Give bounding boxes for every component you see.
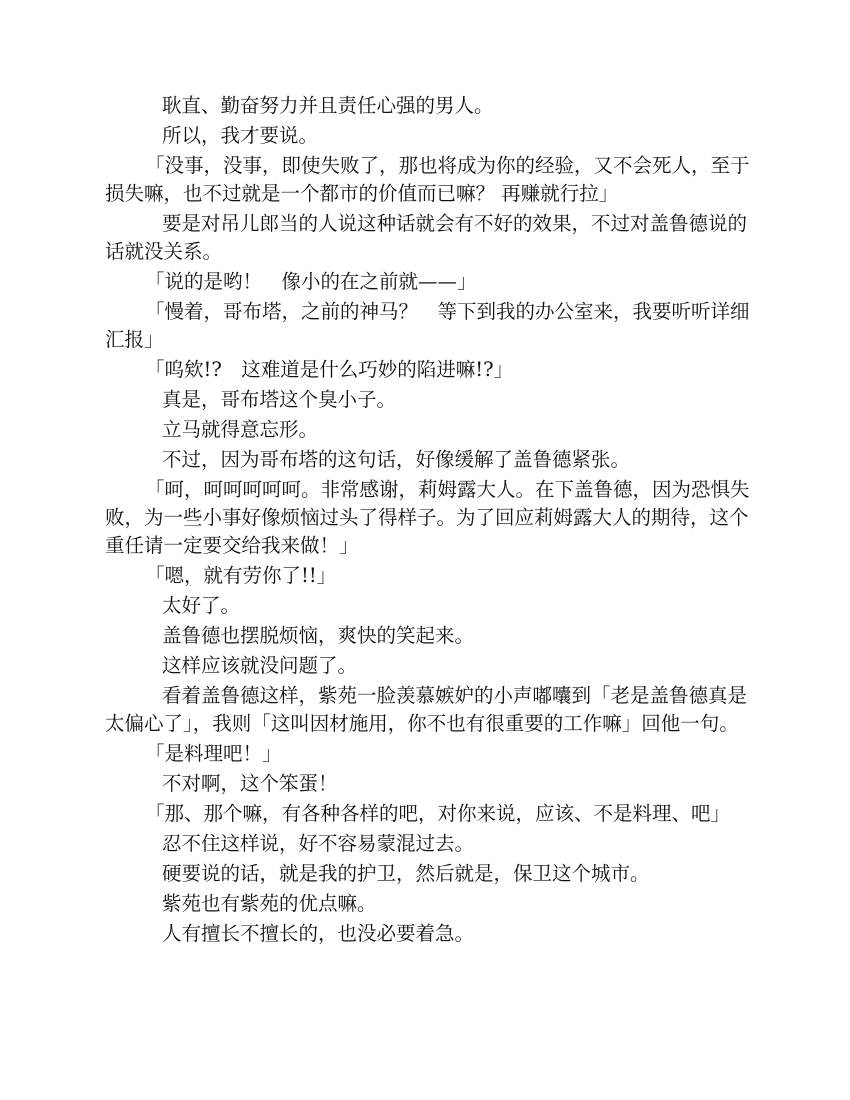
paragraph: 忍不住这样说，好不容易蒙混过去。 xyxy=(162,832,475,855)
paragraph: 「说的是哟！ 像小的在之前就——」 xyxy=(145,270,477,293)
paragraph: 立马就得意忘形。 xyxy=(162,418,319,441)
body-text xyxy=(105,92,750,950)
paragraph: 「那、那个嘛，有各种各样的吧，对你来说，应该、不是料理、吧」 xyxy=(145,802,731,825)
paragraph: 所以，我才要说。 xyxy=(162,124,319,147)
paragraph: 耿直、勤奋努力并且责任心强的男人。 xyxy=(162,94,494,117)
paragraph: 硬要说的话，就是我的护卫，然后就是，保卫这个城市。 xyxy=(162,862,650,885)
paragraph: 「呜欸!? 这难道是什么巧妙的陷进嘛!?」 xyxy=(145,358,514,381)
paragraph: 紫苑也有紫苑的优点嘛。 xyxy=(162,892,377,915)
paragraph: 「嗯，就有劳你了!!」 xyxy=(145,564,337,587)
paragraph: 盖鲁德也摆脱烦恼，爽快的笑起来。 xyxy=(162,624,475,647)
paragraph: 「呵，呵呵呵呵呵。非常感谢，莉姆露大人。在下盖鲁德，因为恐惧失败，为一些小事好像烦恼过头了得样子。为了回应莉姆露大人的期待，这个重任请一定要交给我来做！」 xyxy=(105,478,750,557)
paragraph: 不对啊，这个笨蛋！ xyxy=(162,772,338,795)
paragraph: 人有擅长不擅长的，也没必要着急。 xyxy=(162,922,475,945)
paragraph: 这样应该就没问题了。 xyxy=(162,654,358,677)
paragraph: 不过，因为哥布塔的这句话，好像缓解了盖鲁德紧张。 xyxy=(162,448,631,471)
paragraph: 真是，哥布塔这个臭小子。 xyxy=(162,388,397,411)
paragraph: 「是料理吧！」 xyxy=(145,742,282,765)
paragraph: 「没事，没事，即使失败了，那也将成为你的经验，又不会死人，至于损失嘛，也不过就是一个都市的价值而已嘛？ 再赚就行拉」 xyxy=(105,154,750,205)
paragraph: 「慢着，哥布塔，之前的神马？ 等下到我的办公室来，我要听听详细汇报」 xyxy=(105,300,750,351)
paragraph: 看着盖鲁德这样，紫苑一脸羡慕嫉妒的小声嘟囔到「老是盖鲁德真是太偏心了」，我则「这叫因材施用，你不也有很重要的工作嘛」回他一句。 xyxy=(105,684,748,735)
paragraph: 太好了。 xyxy=(162,594,241,617)
paragraph: 要是对吊儿郎当的人说这种话就会有不好的效果，不过对盖鲁德说的话就没关系。 xyxy=(105,212,748,263)
